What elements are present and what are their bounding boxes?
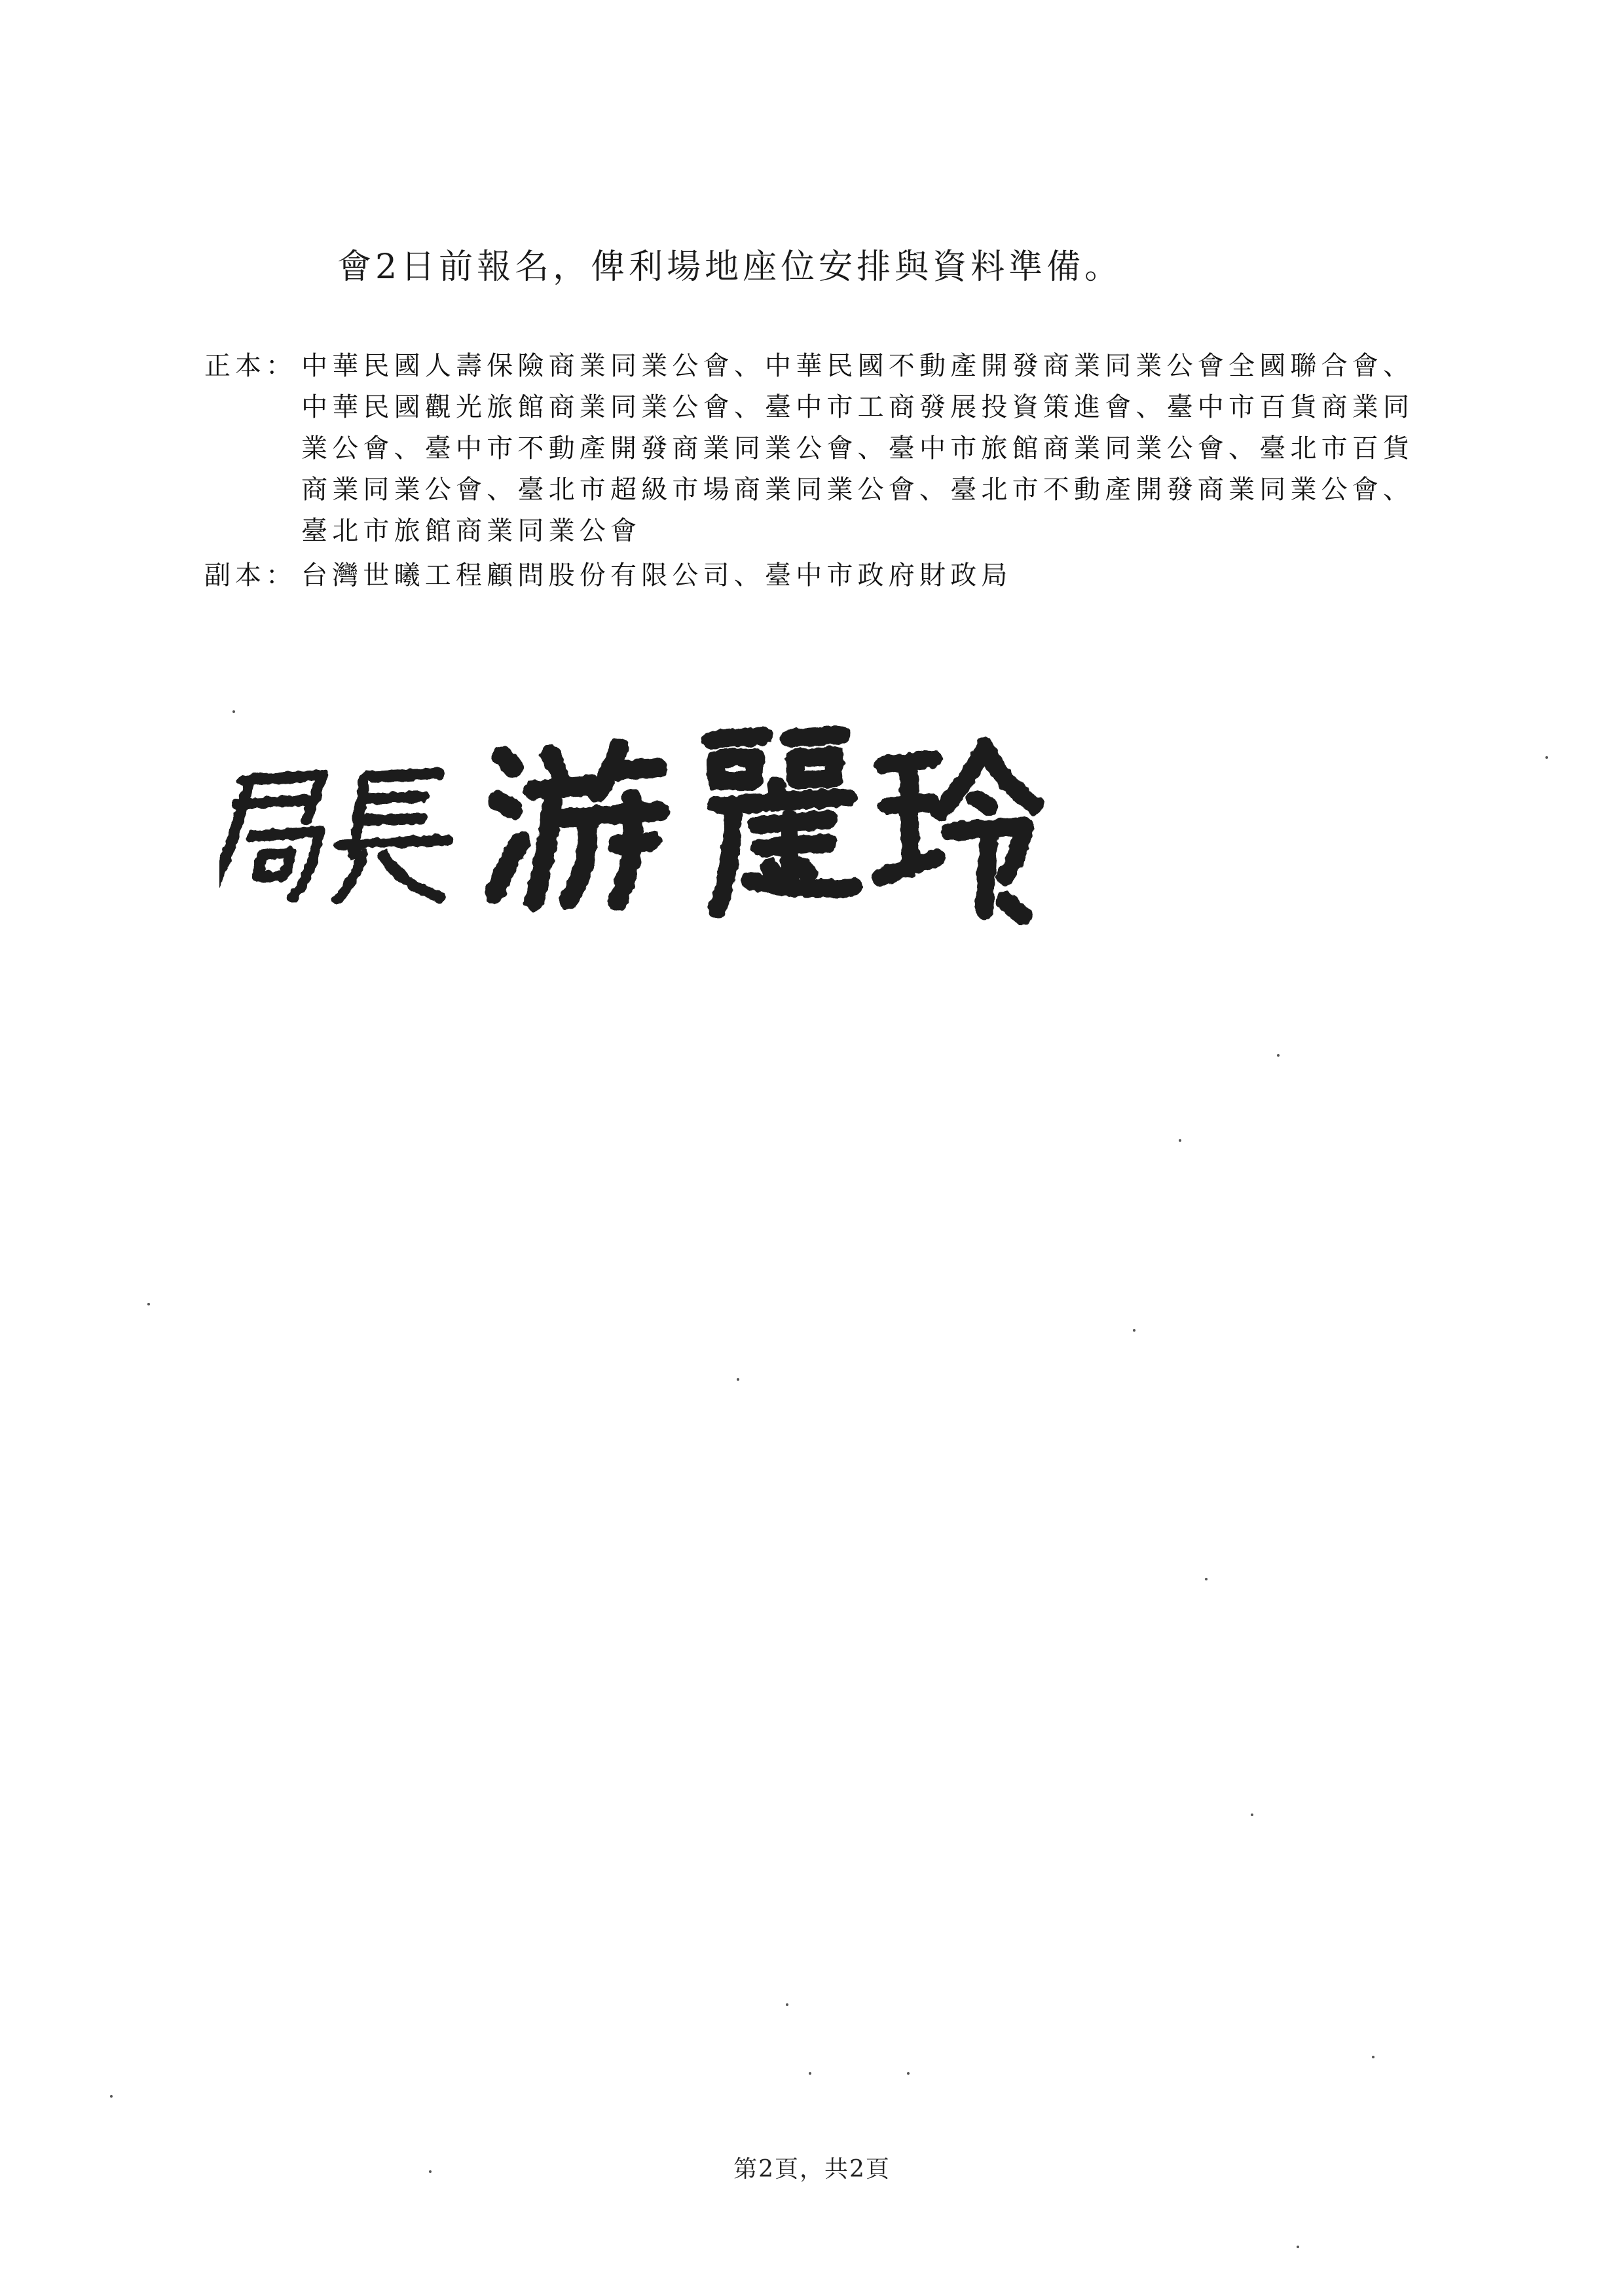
scan-speck <box>232 710 235 713</box>
scan-speck <box>1251 1813 1253 1816</box>
page-number: 第2頁，共2頁 <box>733 2156 891 2183</box>
scan-speck <box>907 2072 910 2075</box>
scan-speck <box>1545 756 1548 759</box>
scan-speck <box>1277 1054 1280 1057</box>
scan-speck <box>737 1378 739 1381</box>
scan-speck <box>147 1303 150 1305</box>
signature-image <box>219 704 1044 933</box>
scan-speck <box>110 2095 113 2098</box>
copy-recipients-list: 台灣世曦工程顧問股份有限公司、臺中市政府財政局 <box>301 560 1012 591</box>
intro-text: 會2日前報名，俾利場地座位安排與資料準備。 <box>337 247 1123 287</box>
scan-speck <box>1372 2056 1375 2058</box>
scan-speck <box>809 2072 811 2075</box>
main-recipients-list: 中華民國人壽保險商業同業公會、中華民國不動產開發商業同業公會全國聯合會、中華民國觀光旅館商業同業公會、臺中市工商發展投資策進會、臺中市百貨商業同業公會、臺中市不動產開發商業同業公會、臺中市旅館商業同業公會、臺北市百貨商業同業公會、臺北市超級市場商業同業公會、臺北市不動產開發商業同業公會、臺北市旅館商業同業公會 <box>301 351 1414 546</box>
scan-speck <box>429 2170 432 2173</box>
director-signature-stamp <box>219 704 1044 933</box>
scan-speck <box>1179 1139 1181 1142</box>
copy-recipients-label: 副本： <box>204 560 297 591</box>
main-recipients-label: 正本： <box>204 351 297 381</box>
scan-speck <box>1205 1578 1208 1580</box>
scan-speck <box>1133 1329 1135 1332</box>
scan-speck <box>1297 2246 1299 2248</box>
scan-speck <box>786 2003 788 2006</box>
